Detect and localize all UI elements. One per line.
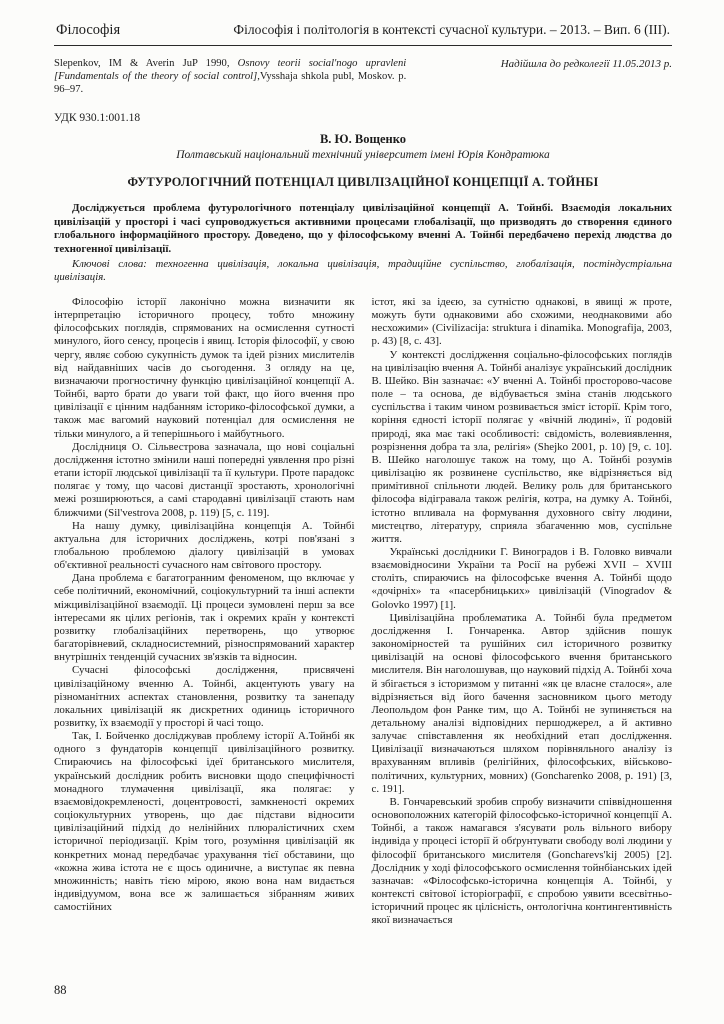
paragraph: Цивілізаційна проблематика А. Тойнбі була предметом дослідження І. Гончаренка. Автор здійснив пошук закономірностей та рушійних сил історичного розвитку цивілізацій на основі філософського вчення британського мислителя. Він наголошував, що науковий підхід А. Тойнбі хоча й збігається з історизмом у питанні «як це власне сталося», але відрізняється від його бачення засновником цього методу Леопольдом фон Ранке тим, що А. Тойнбі не зупиняється на детальному аналізі відповідних першоджерел, а й активно залучає співставлення як необхідний етап дослідження. Цивілізації визначаються шляхом порівняльного аналізу із врахуванням впливів (релігійних, філософських, військово-політичних, культурних, мовних) (Goncharenko 2008, p. 191) [3, с. 191]. [371, 611, 672, 795]
paragraph: Сучасні філософські дослідження, присвячені цивілізаційному вченню А. Тойнбі, акцентують увагу на різноманітних аспектах становлення, розвитку та занепаду локальних цивілізацій як дискретних одиниць історичного розвитку, їх взаємодії у просторі й часі тощо. [54, 664, 355, 730]
paper-title: ФУТУРОЛОГІЧНИЙ ПОТЕНЦІАЛ ЦИВІЛІЗАЦІЙНОЇ КОНЦЕПЦІЇ А. ТОЙНБІ [127, 175, 599, 190]
paragraph: Так, І. Бойченко досліджував проблему історії А.Тойнбі як одного з фундаторів концепції цивілізаційного розвитку. Спираючись на філософські ідеї британського мислителя, український дослідник робить висновки щодо специфічності монадного тлумачення цивілізації, яка полягає: у взаємовідокремленості, доцентровості, замкненості окремих соціокультурних утворень, що дає підстави відносити цивілізаційний підхід до нелінійних плюралістичних схем історичної періодизації. Крім того, розуміння цивілізацій як конкретних монад передбачає урахування тієї обставини, що «кожна жива істота не є щось одиничне, а виступає як певна множинність; навіть тією мірою, якою вона нам видається індивідуумом, вона все ж залишається зібранням живих самостійних [54, 730, 355, 914]
journal-issue-label: Філософія і політологія в контексті сучасної культури. – 2013. – Вип. 6 (ІІІ). [233, 22, 670, 37]
reference-authors: Slepenkov, IM & Averin JuP 1990, [54, 58, 238, 69]
udc-code: УДК 930.1:001.18 [54, 112, 141, 125]
paragraph: істот, які за ідеєю, за сутністю однакові, в явищі ж проте, можуть бути однаковими або схожими, неоднаковими або несхожими» (Civilizacija: struktura i dinamika. Monografija, 2003, p. 43) [8, с. 43]. [371, 296, 672, 348]
keywords [54, 258, 672, 284]
reference-publisher: ,Vysshaja shkola publ, Moskov. p. 96–97. [54, 70, 407, 95]
received-date: Надійшла до редколегії 11.05.2013 р. [500, 58, 672, 70]
paragraph: В. Гончаревський зробив спробу визначити співвідношення основоположних категорій філософсько-історичної концепції А. Тойнбі, а також намагався з'ясувати роль вільного вибору індивіда у процесі історії й обґрунтувати свободу волі людини у філософії британського мислителя (Goncharevs'kij 2005) [2]. Дослідник у ході філософського осмислення тойнбіанських ідей зазначав: «Філософсько-історична концепція А. Тойнбі, у контексті світової історіографії, є спробою уявити всесвітньо-історичний процес як цілісність, онтологічна контингентивність якої визначається [371, 795, 672, 927]
paragraph: Філософію історії лаконічно можна визначити як інтерпретацію історичного процесу, тобто множину філософських поглядів, спрямованих на осмислення сутності минулого, його сенсу, процесів і явищ. Історія філософії, у свою чергу, являє собою сукупність думок та ідей різних мислителів від найдавніших часів до сьогодення. З огляду на це, визначаючи прогностичну функцію цивілізаційної концепції А. Тойнбі, варто брати до уваги той факт, що його вчення про цивілізації є цінним надбанням історико-філософської думки, а також має вагомий науковий потенціал для осмислення не тільки минулого, а й теперішнього і майбутнього. [54, 296, 355, 440]
keywords-label: Ключові слова: [72, 258, 147, 271]
paragraph: На нашу думку, цивілізаційна концепція А. Тойнбі актуальна для історичних досліджень, котрі пов'язані з глобальною проблемою діалогу цивілізацій в умовах об'єктивної реальності сучасного нам світового простору. [54, 519, 355, 572]
author-name: В. Ю. Вощенко [319, 132, 407, 147]
paragraph: Дослідниця О. Сільвестрова зазначала, що нові соціальні дослідження істотно змінили наші попередні уявлення про різні етапи історії людської цивілізації та її культури. Проте парадокс полягає у тому, що часові дистанції зростають, хронологічні межі розширюються, а самі стародавні цивілізації стають нам ближчими (Sil'vestrova 2008, p. 119) [5, с. 119]. [54, 440, 355, 519]
journal-header [54, 22, 672, 46]
body-columns [54, 296, 672, 928]
page-number: 88 [54, 983, 67, 997]
paragraph: Українські дослідники Г. Виноградов і В. Головко вивчали взаємовідносини України та Росії на рубежі XVII – XVIII століть, спираючись на філософське вчення А. Тойнбі щодо «дочірніх» та «пасербницьких» цивілізацій (Vinogradov & Golovko 1997) [1]. [371, 545, 672, 611]
paragraph: Дана проблема є багатогранним феноменом, що включає у себе політичний, економічний, соціокультурний та інші аспекти міжцивілізаційної взаємодії. Ці процеси зумовлені перш за все інтересами як цілих регіонів, так і окремих країн у контексті розвитку глобалізаційних перетворень, що утворює багаторівневий, складносистемний, різноспрямований характер внутрішніх тенденцій сучасних зв'язків та відносин. [54, 572, 355, 664]
abstract: Досліджується проблема футурологічного потенціалу цивілізаційної концепції А. Тойнбі. Взаємодія локальних цивілізацій у просторі і часі супроводжується активними процесами глобалізації, що призводять до створення єдиного глобального інформаційного простору. Доведено, що у філософському вченні А. Тойнбі передбачено перехід людства до техногенної цивілізації. [54, 202, 672, 255]
journal-section-label: Філософія [56, 22, 121, 38]
left-column [54, 296, 355, 928]
paragraph: У контексті дослідження соціально-філософських поглядів на цивілізацію вчення А. Тойнбі аналізує український дослідник В. Шейко. Він зазначає: «У вченні А. Тойнбі просторово-часове поле – та основа, де відбувається зміна станів людського суспільства і таким чином розвивається зміст історії. Крім того, коріння єдності історії полягає у «вічній людині», її родовій природі, яка має такі особливості: свідомість, волевиявлення, розрізнення добра та зла, релігія» (Shejko 2001, p. 10) [9, с. 10]. В. Шейко наголошує також на тому, що А. Тойнбі розумів цивілізацію як розвинене суспільство, яке відрізняється від примітивної спільноти людей. Велику роль для британського філософа відігравала також релігія, котра, на думку А. Тойнбі, істотно впливала на формування духовного світу людини, мистецтво, літературу, сприяла збагаченню мов, суспільне життя. [371, 348, 672, 545]
author-affiliation: Полтавський національний технічний університет імені Юрія Кондратюка [176, 149, 550, 162]
reference-entry [54, 58, 406, 96]
right-column [372, 296, 673, 928]
reference-row [54, 58, 672, 96]
keywords-text: техногенна цивілізація, локальна цивілізація, традиційне суспільство, глобалізація, постіндустріальна цивілізація. [54, 258, 672, 284]
reference-title: Osnovy teorii social'nogo upravleni [Fundamentals of the theory of social control] [54, 58, 407, 82]
